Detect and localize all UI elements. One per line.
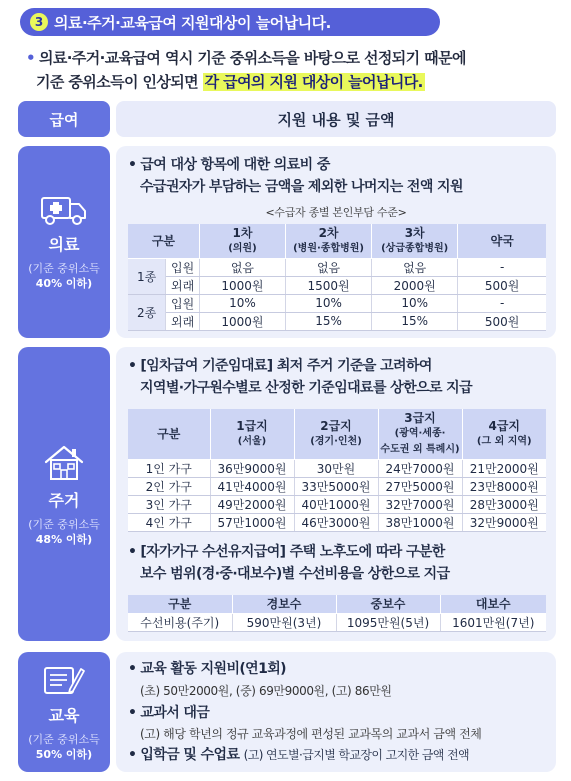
table-header: 4급지 (그 외 지역)	[462, 409, 546, 459]
house-icon	[42, 442, 86, 482]
table-row: 2종 입원 10% 10% 10% -	[128, 294, 546, 312]
education-item-tuition: • 입학금 및 수업료 (고) 연도별·급지별 학교장이 고지한 금액 전액	[128, 747, 469, 763]
document-pen-icon	[42, 663, 86, 697]
table-header: 2차 (병원·종합병원)	[286, 224, 372, 258]
section-number-badge: 3	[30, 13, 48, 31]
education-item-textbook: • 교과서 대금	[128, 705, 210, 721]
intro-line-1: 의료·주거·교육급여 역시 기준 중위소득을 바탕으로 선정되기 때문에	[39, 49, 466, 67]
intro-highlight: 각 급여의 지원 대상이 늘어납니다.	[204, 73, 423, 91]
education-item-activity-detail: (초) 50만2000원, (중) 69만9000원, (고) 86만원	[140, 684, 392, 698]
table-row: 1종 입원 없음 없음 없음 -	[128, 258, 546, 276]
section-title-bar	[20, 8, 440, 36]
housing-rent-table	[128, 409, 546, 532]
category-name: 의료	[48, 234, 80, 254]
header-support: 지원 내용 및 금액	[116, 101, 556, 137]
table-row: 3인 가구 49만2000원 40만1000원 32만7000원 28만3000원	[128, 495, 546, 513]
education-panel	[116, 652, 556, 772]
table-header: 구분	[128, 224, 199, 258]
table-row: 수선비용(주기) 590만원(3년) 1095만원(5년) 1601만원(7년)	[128, 613, 546, 631]
education-item-activity: • 교육 활동 지원비(연1회)	[128, 661, 286, 677]
education-item-tuition-detail: (고) 연도별·급지별 학교장이 고지한 금액 전액	[243, 748, 469, 762]
housing-rent-lead: • [임차급여 기준임대료] 최저 주거 기준을 고려하여 지역별·가구원수별로 산정한 기준임대료를 상한으로 지급	[128, 358, 472, 396]
medical-copay-table	[128, 224, 546, 331]
ambulance-icon	[40, 194, 88, 226]
category-housing	[18, 347, 110, 641]
table-row: 2인 가구 41만4000원 33만5000원 27만5000원 23만8000원	[128, 477, 546, 495]
table-header: 약국	[458, 224, 546, 258]
table-header: 중보수	[336, 595, 440, 613]
housing-repair-lead: • [자가가구 수선유지급여] 주택 노후도에 따라 구분한 보수 범위(경·중·대보수)별 수선비용을 상한으로 지급	[128, 544, 450, 582]
table-header: 구분	[128, 409, 210, 459]
table-header: 1급지 (서울)	[210, 409, 294, 459]
category-condition: (기준 중위소득 48% 이하)	[28, 517, 100, 546]
category-condition: (기준 중위소득 40% 이하)	[28, 261, 100, 290]
category-name: 교육	[48, 705, 80, 725]
section-title: 의료·주거·교육급여 지원대상이 늘어납니다.	[54, 13, 331, 32]
header-benefit: 급여	[18, 101, 110, 137]
category-condition: (기준 중위소득 50% 이하)	[28, 732, 100, 761]
category-medical	[18, 146, 110, 338]
table-row: 1인 가구 36만9000원 30만원 24만7000원 21만2000원	[128, 459, 546, 477]
medical-lead: • 급여 대상 항목에 대한 의료비 중 수급권자가 부담하는 금액을 제외한 나머지는 전액 지원	[128, 157, 463, 195]
housing-repair-table	[128, 595, 546, 632]
intro-text: • 의료·주거·교육급여 역시 기준 중위소득을 바탕으로 선정되기 때문에 기준 중위소득이 인상되면 각 급여의 지원 대상이 늘어납니다.	[26, 49, 466, 91]
table-header: 1차 (의원)	[199, 224, 285, 258]
table-header: 2급지 (경기·인천)	[294, 409, 378, 459]
category-education	[18, 652, 110, 772]
table-row: 4인 가구 57만1000원 46만3000원 38만1000원 32만9000원	[128, 513, 546, 531]
category-name: 주거	[48, 490, 80, 510]
medical-table-caption: <수급자 종별 본인부담 수준>	[265, 206, 407, 219]
intro-line-2: 기준 중위소득이 인상되면	[36, 73, 199, 91]
table-header: 3급지 (광역·세종· 수도권 외 특례시)	[378, 409, 462, 459]
housing-panel	[116, 347, 556, 641]
table-header: 경보수	[232, 595, 336, 613]
education-item-textbook-detail: (고) 해당 학년의 정규 교육과정에 편성된 교과목의 교과서 금액 전체	[140, 727, 482, 741]
table-header: 구분	[128, 595, 232, 613]
table-row: 외래 1000원 1500원 2000원 500원	[128, 276, 546, 294]
table-row: 외래 1000원 15% 15% 500원	[128, 312, 546, 330]
table-header: 3차 (상급종합병원)	[372, 224, 458, 258]
table-header: 대보수	[440, 595, 546, 613]
medical-panel	[116, 146, 556, 338]
